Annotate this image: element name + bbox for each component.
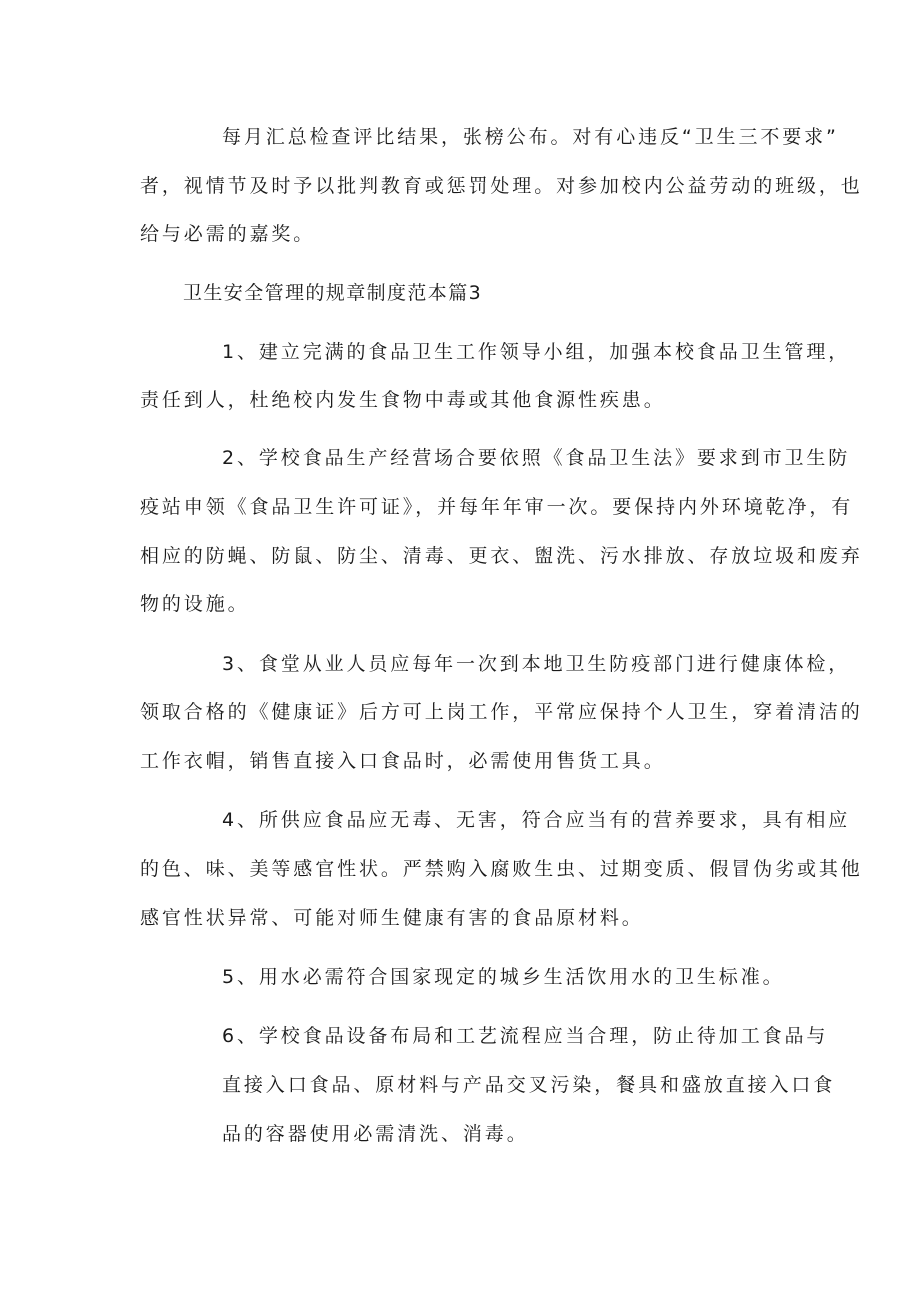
intro-line-1: 每月汇总检查评比结果，张榜公布。对有心违反“卫生三不要求” — [222, 126, 839, 148]
item-2-line-3: 相应的防蝇、防鼠、防尘、清毒、更衣、盥洗、污水排放、存放垃圾和废弃 — [140, 545, 863, 567]
item-6-line-3: 品的容器使用必需清洗、消毒。 — [222, 1123, 529, 1145]
intro-line-3: 给与必需的嘉奖。 — [140, 223, 316, 245]
item-2-line-4: 物的设施。 — [140, 593, 250, 615]
item-5-line-1: 5、用水必需符合国家现定的城乡生活饮用水的卫生标准。 — [222, 966, 785, 988]
section-heading: 卫生安全管理的规章制度范本篇3 — [183, 282, 483, 304]
intro-line-2: 者，视情节及时予以批判教育或惩罚处理。对参加校内公益劳动的班级，也 — [140, 175, 863, 197]
item-1-line-1: 1、建立完满的食品卫生工作领导小组，加强本校食品卫生管理， — [222, 341, 851, 363]
item-3-line-3: 工作衣帽，销售直接入口食品时，必需使用售货工具。 — [140, 750, 666, 772]
item-2-line-2: 疫站申领《食品卫生许可证》，并每年年审一次。要保持内外环境乾净，有 — [140, 496, 854, 518]
item-4-line-1: 4、所供应食品应无毒、无害，符合应当有的营养要求，具有相应 — [222, 809, 851, 831]
item-6-line-2: 直接入口食品、原材料与产品交叉污染，餐具和盛放直接入口食 — [222, 1074, 836, 1096]
item-3-line-1: 3、食堂从业人员应每年一次到本地卫生防疫部门进行健康体检， — [222, 653, 851, 675]
item-3-line-2: 领取合格的《健康证》后方可上岗工作，平常应保持个人卫生，穿着清洁的 — [140, 701, 863, 723]
item-1-line-2: 责任到人，杜绝校内发生食物中毒或其他食源性疾患。 — [140, 389, 666, 411]
item-4-line-3: 感官性状异常、可能对师生健康有害的食品原材料。 — [140, 907, 644, 929]
item-2-line-1: 2、学校食品生产经营场合要依照《食品卫生法》要求到市卫生防 — [222, 447, 851, 469]
item-4-line-2: 的色、味、美等感官性状。严禁购入腐败生虫、过期变质、假冒伪劣或其他 — [140, 858, 863, 880]
item-6-line-1: 6、学校食品设备布局和工艺流程应当合理，防止待加工食品与 — [222, 1025, 829, 1047]
